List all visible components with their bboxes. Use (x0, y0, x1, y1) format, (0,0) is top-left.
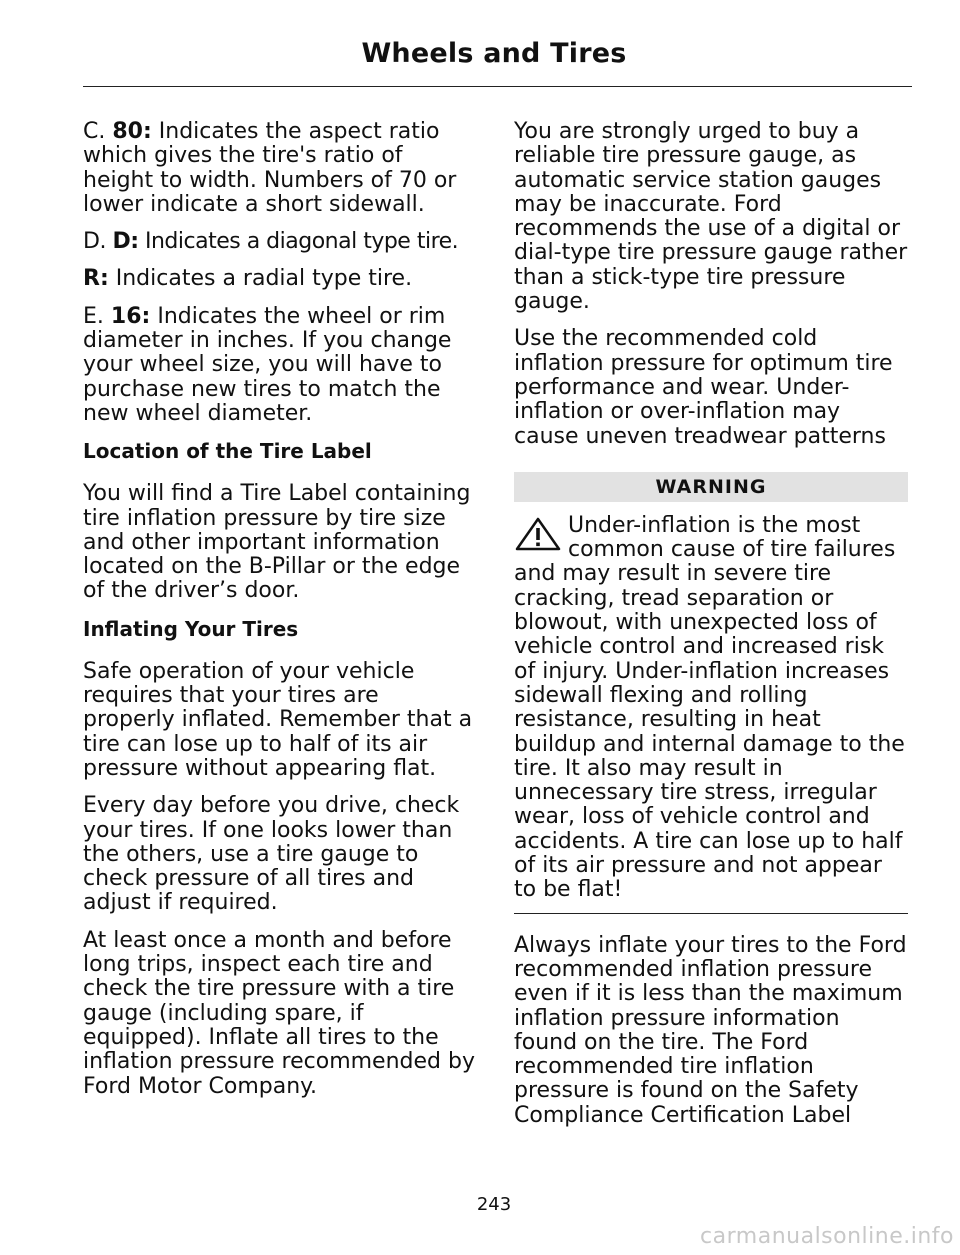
warning-end-divider (514, 913, 908, 914)
item-r-text: Indicates a radial type tire. (115, 266, 413, 292)
para-always-inflate: Always inflate your tires to the Ford recommended inflation pressure even if it is less than the maximum inflation pressure information found on the tire. The Ford recommended tire inflation pressure is found on the Safety Compliance Certification Label (514, 932, 907, 1128)
para-pressure-gauge: You are strongly urged to buy a reliable tire pressure gauge, as automatic service station gauges may be inaccurate. Ford recommends the use of a digital or dial-type tire pressure gauge rather than a stick-type tire pressure gauge. (514, 119, 908, 315)
item-e-prefix: E. (83, 303, 104, 329)
item-e-code: 16: (110, 303, 151, 329)
item-c-text: Indicates the aspect ratio which gives the tire's ratio of height to width. Numbers of 70 or lower indicate a short sidewall. (83, 119, 457, 217)
item-r (83, 267, 477, 291)
para-every-day: Every day before you drive, check your tires. If one looks lower than the others, use a tire gauge to check pressure of all tires and adjust if required. (83, 793, 460, 916)
page-number: 243 (476, 1194, 512, 1215)
left-column (83, 120, 477, 1112)
warning-text-block (514, 514, 908, 903)
para-tire-label-location: You will find a Tire Label containing tire inflation pressure by tire size and other important information located on the B-Pillar or the edge of the driver’s door. (83, 481, 471, 604)
item-c (83, 120, 477, 217)
warning-text: Under-inflation is the most common cause of tire failures and may result in severe tire cracking, tread separation or blowout, with unexpected loss of vehicle control and increased risk of injury. Under-inflation increases sidewall flexing and rolling resistance, resulting in heat buildup and internal damage to the tire. It also may result in unnecessary tire stress, irregular wear, loss of vehicle control and accidents. A tire can lose up to half of its air pressure and not appear to be flat! (514, 512, 905, 903)
item-d-text: Indicates a diagonal type tire. (145, 229, 459, 255)
heading-inflating-tires: Inflating Your Tires (83, 616, 299, 641)
para-safe-operation: Safe operation of your vehicle requires that your tires are properly inflated. Remember that a tire can lose up to half of its air pressure without appearing flat. (83, 658, 473, 781)
watermark-text: carmanualsonline.info (700, 1224, 954, 1249)
item-e (83, 305, 477, 426)
item-c-code: 80: (112, 119, 152, 144)
para-cold-inflation: Use the recommended cold inflation pressure for optimum tire performance and wear. Under-inflation or over-inflation may cause uneven treadwear patterns (514, 326, 893, 449)
item-d (83, 230, 477, 254)
warning-triangle-icon (514, 516, 562, 552)
item-r-code: R: (83, 266, 109, 292)
item-e-text: Indicates the wheel or rim diameter in inches. If you change your wheel size, you will have to purchase new tires to match the new wheel diameter. (83, 303, 452, 426)
para-monthly-check: At least once a month and before long trips, inspect each tire and check the tire pressure with a tire gauge (including spare, if equipped). Inflate all tires to the inflation pressure recommended by Ford Motor Company. (83, 927, 475, 1099)
item-d-code: D: (112, 229, 139, 255)
heading-tire-label-location: Location of the Tire Label (83, 439, 372, 464)
header-divider (83, 86, 912, 87)
item-d-prefix: D. (83, 229, 106, 255)
warning-banner: WARNING (514, 472, 908, 502)
item-c-prefix: C. (83, 119, 106, 144)
page-title: Wheels and Tires (361, 38, 627, 69)
right-column (514, 120, 908, 1141)
